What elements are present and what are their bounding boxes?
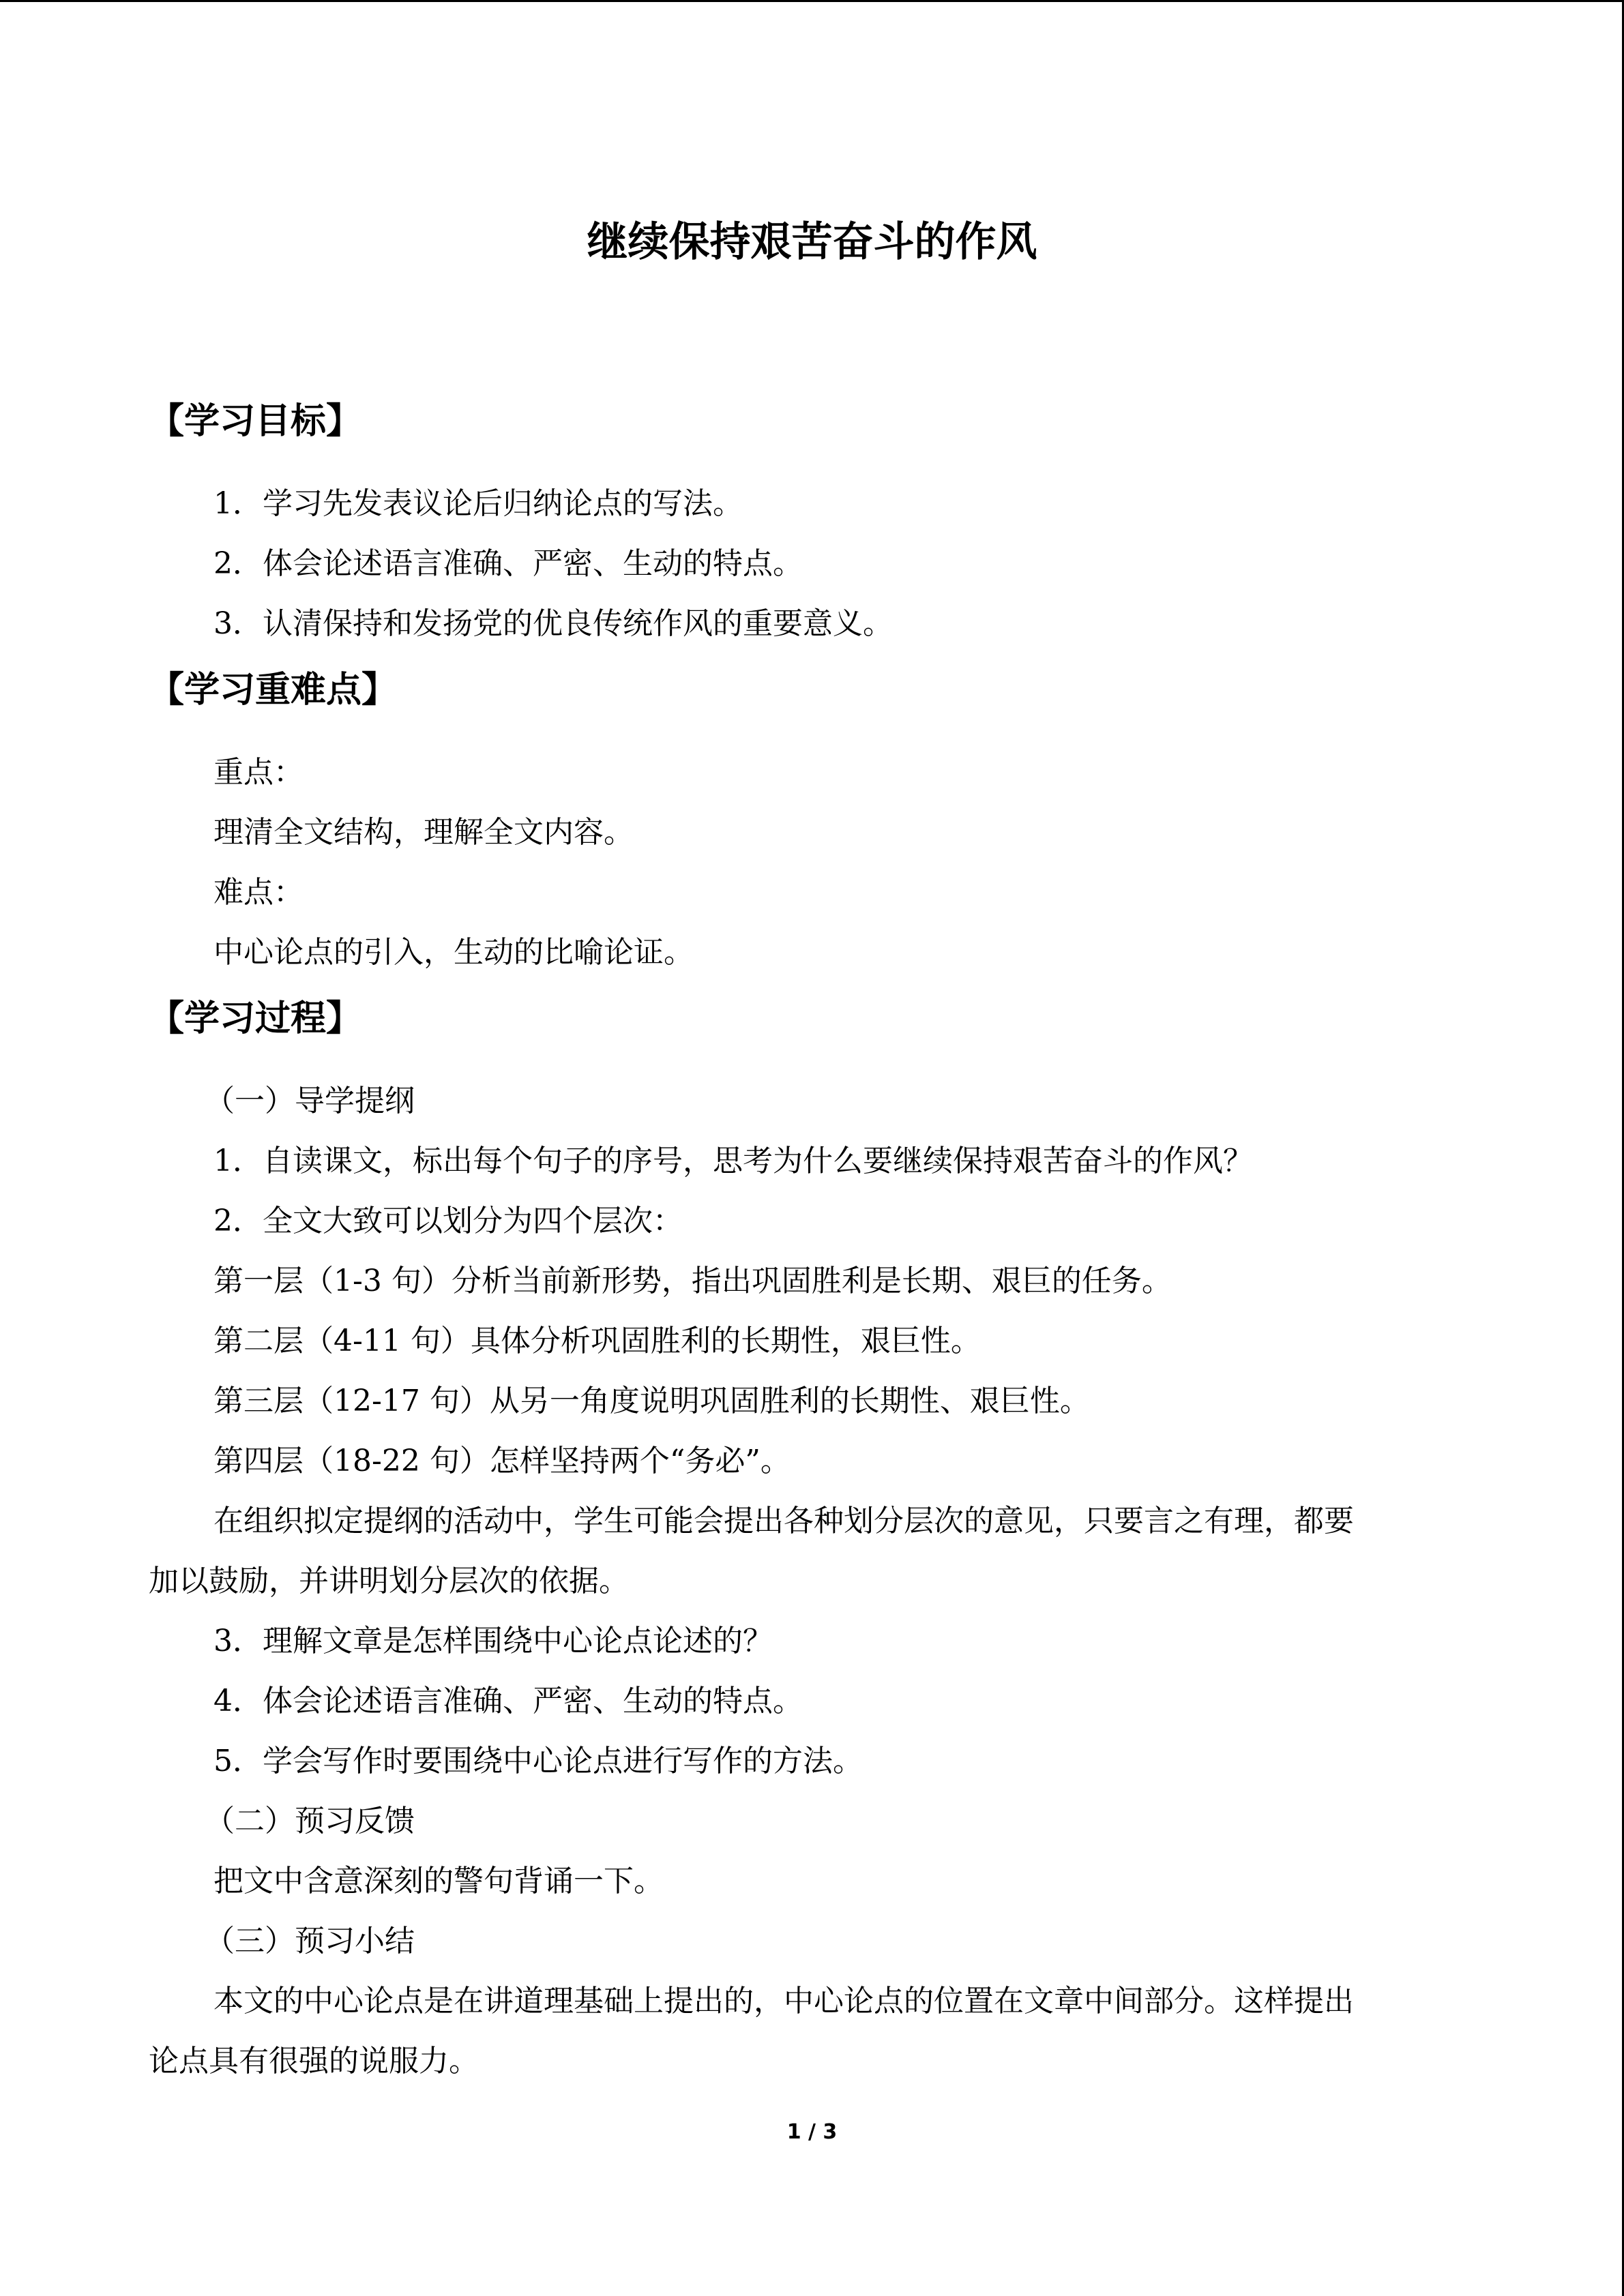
key-point-text: 理清全文结构，理解全文内容。 — [213, 815, 634, 850]
page-number: 1 / 3 — [786, 2120, 838, 2144]
process-line: 2．全文大致可以划分为四个层次： — [213, 1204, 683, 1238]
goal-item: 3．认清保持和发扬党的优良传统作风的重要意义。 — [213, 606, 893, 641]
process-line: 第四层（18-22 句）怎样坚持两个“务必”。 — [213, 1444, 791, 1478]
process-line: 加以鼓励，并讲明划分层次的依据。 — [149, 1564, 629, 1598]
process-line: 在组织拟定提纲的活动中，学生可能会提出各种划分层次的意见，只要言之有理，都要 — [213, 1504, 1354, 1538]
difficulty-label: 难点： — [213, 875, 304, 910]
process-line: 把文中含意深刻的警句背诵一下。 — [213, 1864, 664, 1898]
process-line: 本文的中心论点是在讲道理基础上提出的，中心论点的位置在文章中间部分。这样提出 — [213, 1984, 1354, 2018]
section-heading-goals: 【学习目标】 — [149, 401, 362, 442]
section-heading-key-points: 【学习重难点】 — [149, 670, 398, 711]
goal-item: 2．体会论述语言准确、严密、生动的特点。 — [213, 546, 803, 581]
section-heading-process: 【学习过程】 — [149, 998, 362, 1039]
process-line: 1．自读课文，标出每个句子的序号，思考为什么要继续保持艰苦奋斗的作风？ — [213, 1144, 1253, 1178]
key-point-label: 重点： — [213, 755, 304, 790]
subsection-heading: （一）导学提纲 — [205, 1084, 415, 1118]
document-title: 继续保持艰苦奋斗的作风 — [587, 218, 1037, 266]
process-line: 论点具有很强的说服力。 — [149, 2044, 479, 2078]
subsection-heading: （三）预习小结 — [205, 1924, 415, 1958]
process-line: 3．理解文章是怎样围绕中心论点论述的？ — [213, 1624, 773, 1658]
process-line: 5．学会写作时要围绕中心论点进行写作的方法。 — [213, 1744, 863, 1778]
goal-item: 1．学习先发表议论后归纳论点的写法。 — [213, 486, 743, 521]
subsection-heading: （二）预习反馈 — [205, 1804, 415, 1838]
process-line: 4．体会论述语言准确、严密、生动的特点。 — [213, 1684, 803, 1718]
process-line: 第二层（4-11 句）具体分析巩固胜利的长期性，艰巨性。 — [213, 1324, 981, 1358]
process-line: 第三层（12-17 句）从另一角度说明巩固胜利的长期性、艰巨性。 — [213, 1384, 1090, 1418]
difficulty-text: 中心论点的引入，生动的比喻论证。 — [213, 935, 694, 970]
process-line: 第一层（1-3 句）分析当前新形势，指出巩固胜利是长期、艰巨的任务。 — [213, 1264, 1172, 1298]
